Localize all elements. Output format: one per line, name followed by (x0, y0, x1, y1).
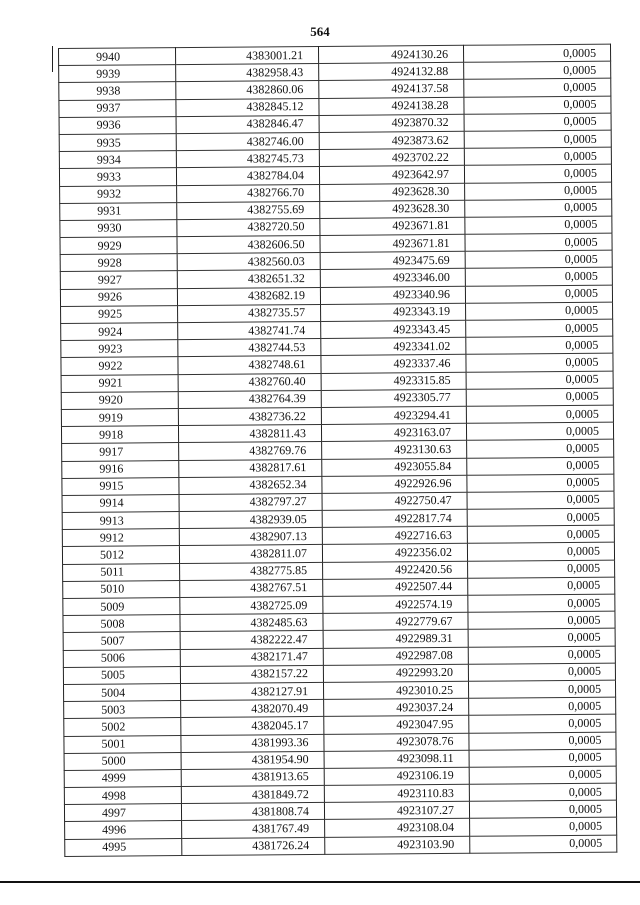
x-coordinate-cell: 4381808.74 (181, 803, 324, 821)
y-coordinate-cell: 4923103.90 (325, 836, 470, 854)
point-number-cell: 4996 (65, 821, 182, 839)
y-coordinate-cell: 4923107.27 (324, 802, 469, 820)
y-coordinate-cell: 4923108.04 (325, 819, 470, 837)
point-number-cell: 5001 (64, 735, 181, 753)
point-number-cell: 9929 (60, 237, 177, 255)
error-value-cell: 0,0005 (465, 182, 612, 200)
error-value-cell: 0,0005 (466, 405, 613, 423)
error-value-cell: 0,0005 (469, 732, 616, 750)
y-coordinate-cell: 4923315.85 (321, 372, 466, 390)
x-coordinate-cell: 4382939.05 (179, 511, 322, 529)
y-coordinate-cell: 4923055.84 (322, 458, 467, 476)
y-coordinate-cell: 4923671.81 (320, 234, 465, 252)
point-number-cell: 9927 (60, 271, 177, 289)
y-coordinate-cell: 4923163.07 (321, 423, 466, 441)
y-coordinate-cell: 4924137.58 (319, 80, 464, 98)
x-coordinate-cell: 4382485.63 (180, 614, 323, 632)
table-row (65, 835, 617, 857)
y-coordinate-cell: 4923106.19 (324, 767, 469, 785)
x-coordinate-cell: 4382735.57 (178, 304, 321, 322)
x-coordinate-cell: 4382171.47 (180, 648, 323, 666)
error-value-cell: 0,0005 (465, 199, 612, 217)
error-value-cell: 0,0005 (469, 800, 616, 818)
x-coordinate-cell: 4382045.17 (181, 717, 324, 735)
point-number-cell: 9916 (62, 460, 179, 478)
x-coordinate-cell: 4382797.27 (179, 493, 322, 511)
error-value-cell: 0,0005 (465, 233, 612, 251)
y-coordinate-cell: 4923110.83 (324, 784, 469, 802)
error-value-cell: 0,0005 (468, 680, 615, 698)
y-coordinate-cell: 4923037.24 (324, 698, 469, 716)
y-coordinate-cell: 4924138.28 (319, 97, 464, 115)
x-coordinate-cell: 4382775.85 (180, 562, 323, 580)
error-value-cell: 0,0005 (464, 130, 611, 148)
x-coordinate-cell: 4382748.61 (178, 356, 321, 374)
point-number-cell: 4995 (65, 838, 182, 856)
page-number: 564 (310, 24, 330, 39)
x-coordinate-cell: 4382811.43 (178, 425, 321, 443)
error-value-cell: 0,0005 (467, 491, 614, 509)
point-number-cell: 5005 (63, 666, 180, 684)
x-coordinate-cell: 4382817.61 (179, 459, 322, 477)
x-coordinate-cell: 4382560.03 (177, 253, 320, 271)
error-value-cell: 0,0005 (466, 354, 613, 372)
error-value-cell: 0,0005 (468, 577, 615, 595)
point-number-cell: 5008 (63, 615, 180, 633)
error-value-cell: 0,0005 (467, 525, 614, 543)
y-coordinate-cell: 4923078.76 (324, 733, 469, 751)
error-value-cell: 0,0005 (464, 113, 611, 131)
x-coordinate-cell: 4382741.74 (178, 321, 321, 339)
point-number-cell: 9933 (59, 168, 176, 186)
error-value-cell: 0,0005 (470, 818, 617, 836)
error-value-cell: 0,0005 (464, 147, 611, 165)
error-value-cell: 0,0005 (468, 611, 615, 629)
y-coordinate-cell: 4922356.02 (322, 544, 467, 562)
error-value-cell: 0,0005 (466, 336, 613, 354)
x-coordinate-cell: 4382845.12 (176, 98, 319, 116)
y-coordinate-cell: 4922779.67 (323, 612, 468, 630)
error-value-cell: 0,0005 (466, 302, 613, 320)
error-value-cell: 0,0005 (468, 629, 615, 647)
point-number-cell: 9939 (59, 65, 176, 83)
x-coordinate-cell: 4382157.22 (180, 665, 323, 683)
y-coordinate-cell: 4923341.02 (321, 337, 466, 355)
x-coordinate-cell: 4382720.50 (177, 218, 320, 236)
x-coordinate-cell: 4382606.50 (177, 236, 320, 254)
x-coordinate-cell: 4382764.39 (178, 390, 321, 408)
point-number-cell: 9935 (59, 134, 176, 152)
error-value-cell: 0,0005 (465, 285, 612, 303)
y-coordinate-cell: 4922987.08 (323, 647, 468, 665)
error-value-cell: 0,0005 (466, 422, 613, 440)
point-number-cell: 5009 (63, 598, 180, 616)
bottom-rule (0, 881, 640, 883)
x-coordinate-cell: 4382766.70 (177, 184, 320, 202)
error-value-cell: 0,0005 (469, 697, 616, 715)
error-value-cell: 0,0005 (466, 388, 613, 406)
error-value-cell: 0,0005 (466, 319, 613, 337)
x-coordinate-cell: 4381913.65 (181, 768, 324, 786)
point-number-cell: 9918 (61, 426, 178, 444)
point-number-cell: 9912 (62, 529, 179, 547)
y-coordinate-cell: 4923130.63 (322, 441, 467, 459)
y-coordinate-cell: 4923475.69 (320, 252, 465, 270)
x-coordinate-cell: 4382846.47 (176, 115, 319, 133)
y-coordinate-cell: 4923098.11 (324, 750, 469, 768)
error-value-cell: 0,0005 (469, 749, 616, 767)
point-number-cell: 9937 (59, 99, 176, 117)
x-coordinate-cell: 4382725.09 (180, 596, 323, 614)
point-number-cell: 9923 (61, 340, 178, 358)
y-coordinate-cell: 4923340.96 (320, 286, 465, 304)
error-value-cell: 0,0005 (470, 835, 617, 853)
x-coordinate-cell: 4381849.72 (181, 785, 324, 803)
point-number-cell: 9917 (62, 443, 179, 461)
point-number-cell: 5007 (63, 632, 180, 650)
error-value-cell: 0,0005 (464, 61, 611, 79)
x-coordinate-cell: 4382744.53 (178, 339, 321, 357)
y-coordinate-cell: 4922574.19 (323, 595, 468, 613)
x-coordinate-cell: 4382222.47 (180, 631, 323, 649)
x-coordinate-cell: 4381767.49 (182, 820, 325, 838)
y-coordinate-cell: 4922989.31 (323, 630, 468, 648)
point-number-cell: 5012 (62, 546, 179, 564)
x-coordinate-cell: 4382769.76 (179, 442, 322, 460)
error-value-cell: 0,0005 (463, 44, 610, 62)
point-number-cell: 4997 (64, 804, 181, 822)
y-coordinate-cell: 4923305.77 (321, 389, 466, 407)
error-value-cell: 0,0005 (467, 474, 614, 492)
error-value-cell: 0,0005 (468, 594, 615, 612)
x-coordinate-cell: 4382760.40 (178, 373, 321, 391)
point-number-cell: 9934 (59, 151, 176, 169)
point-number-cell: 9920 (61, 391, 178, 409)
y-coordinate-cell: 4923873.62 (319, 131, 464, 149)
y-coordinate-cell: 4923702.22 (319, 148, 464, 166)
y-coordinate-cell: 4923343.45 (321, 320, 466, 338)
x-coordinate-cell: 4382652.34 (179, 476, 322, 494)
x-coordinate-cell: 4381954.90 (181, 751, 324, 769)
error-value-cell: 0,0005 (466, 371, 613, 389)
error-value-cell: 0,0005 (469, 714, 616, 732)
x-coordinate-cell: 4382755.69 (177, 201, 320, 219)
error-value-cell: 0,0005 (465, 268, 612, 286)
x-coordinate-cell: 4382958.43 (176, 64, 319, 82)
point-number-cell: 9919 (61, 409, 178, 427)
point-number-cell: 5006 (63, 649, 180, 667)
point-number-cell: 9924 (61, 323, 178, 341)
point-number-cell: 9914 (62, 494, 179, 512)
point-number-cell: 9932 (60, 185, 177, 203)
y-coordinate-cell: 4922993.20 (323, 664, 468, 682)
error-value-cell: 0,0005 (465, 216, 612, 234)
error-value-cell: 0,0005 (464, 79, 611, 97)
error-value-cell: 0,0005 (468, 646, 615, 664)
y-coordinate-cell: 4922507.44 (323, 578, 468, 596)
point-number-cell: 9913 (62, 512, 179, 530)
point-number-cell: 4999 (64, 769, 181, 787)
y-coordinate-cell: 4923642.97 (319, 166, 464, 184)
x-coordinate-cell: 4382745.73 (176, 150, 319, 168)
point-number-cell: 9925 (61, 305, 178, 323)
point-number-cell: 5002 (64, 718, 181, 736)
x-coordinate-cell: 4382784.04 (176, 167, 319, 185)
x-coordinate-cell: 4382682.19 (177, 287, 320, 305)
point-number-cell: 9931 (60, 202, 177, 220)
left-margin-tick (52, 46, 53, 72)
point-number-cell: 9930 (60, 219, 177, 237)
coordinates-table-container (58, 44, 616, 874)
x-coordinate-cell: 4382651.32 (177, 270, 320, 288)
point-number-cell: 9940 (59, 48, 176, 66)
error-value-cell: 0,0005 (468, 663, 615, 681)
y-coordinate-cell: 4922420.56 (323, 561, 468, 579)
point-number-cell: 9915 (62, 477, 179, 495)
y-coordinate-cell: 4922716.63 (322, 527, 467, 545)
point-number-cell: 5004 (63, 683, 180, 701)
error-value-cell: 0,0005 (464, 164, 611, 182)
x-coordinate-cell: 4382746.00 (176, 132, 319, 150)
x-coordinate-cell: 4382767.51 (180, 579, 323, 597)
point-number-cell: 5000 (64, 752, 181, 770)
y-coordinate-cell: 4923870.32 (319, 114, 464, 132)
point-number-cell: 9922 (61, 357, 178, 375)
y-coordinate-cell: 4922817.74 (322, 509, 467, 527)
point-number-cell: 9928 (60, 254, 177, 272)
y-coordinate-cell: 4923010.25 (323, 681, 468, 699)
point-number-cell: 9921 (61, 374, 178, 392)
x-coordinate-cell: 4382736.22 (178, 407, 321, 425)
y-coordinate-cell: 4923337.46 (321, 355, 466, 373)
x-coordinate-cell: 4383001.21 (176, 46, 319, 64)
x-coordinate-cell: 4381993.36 (181, 734, 324, 752)
error-value-cell: 0,0005 (468, 560, 615, 578)
coordinates-table-body (59, 44, 617, 856)
error-value-cell: 0,0005 (469, 766, 616, 784)
error-value-cell: 0,0005 (464, 96, 611, 114)
x-coordinate-cell: 4382860.06 (176, 81, 319, 99)
coordinates-table (58, 44, 617, 857)
point-number-cell: 5003 (64, 701, 181, 719)
y-coordinate-cell: 4923346.00 (320, 269, 465, 287)
error-value-cell: 0,0005 (467, 508, 614, 526)
y-coordinate-cell: 4923343.19 (321, 303, 466, 321)
y-coordinate-cell: 4922926.96 (322, 475, 467, 493)
point-number-cell: 5010 (63, 580, 180, 598)
y-coordinate-cell: 4923628.30 (320, 200, 465, 218)
y-coordinate-cell: 4922750.47 (322, 492, 467, 510)
point-number-cell: 9938 (59, 82, 176, 100)
error-value-cell: 0,0005 (465, 250, 612, 268)
error-value-cell: 0,0005 (467, 439, 614, 457)
error-value-cell: 0,0005 (467, 543, 614, 561)
point-number-cell: 5011 (63, 563, 180, 581)
x-coordinate-cell: 4382127.91 (180, 682, 323, 700)
y-coordinate-cell: 4923047.95 (324, 716, 469, 734)
x-coordinate-cell: 4382907.13 (179, 528, 322, 546)
x-coordinate-cell: 4381726.24 (182, 837, 325, 855)
y-coordinate-cell: 4923294.41 (321, 406, 466, 424)
x-coordinate-cell: 4382811.07 (179, 545, 322, 563)
point-number-cell: 9926 (60, 288, 177, 306)
error-value-cell: 0,0005 (469, 783, 616, 801)
y-coordinate-cell: 4923628.30 (320, 183, 465, 201)
point-number-cell: 4998 (64, 787, 181, 805)
y-coordinate-cell: 4924130.26 (318, 45, 463, 63)
error-value-cell: 0,0005 (467, 457, 614, 475)
y-coordinate-cell: 4923671.81 (320, 217, 465, 235)
x-coordinate-cell: 4382070.49 (181, 700, 324, 718)
y-coordinate-cell: 4924132.88 (319, 63, 464, 81)
point-number-cell: 9936 (59, 116, 176, 134)
